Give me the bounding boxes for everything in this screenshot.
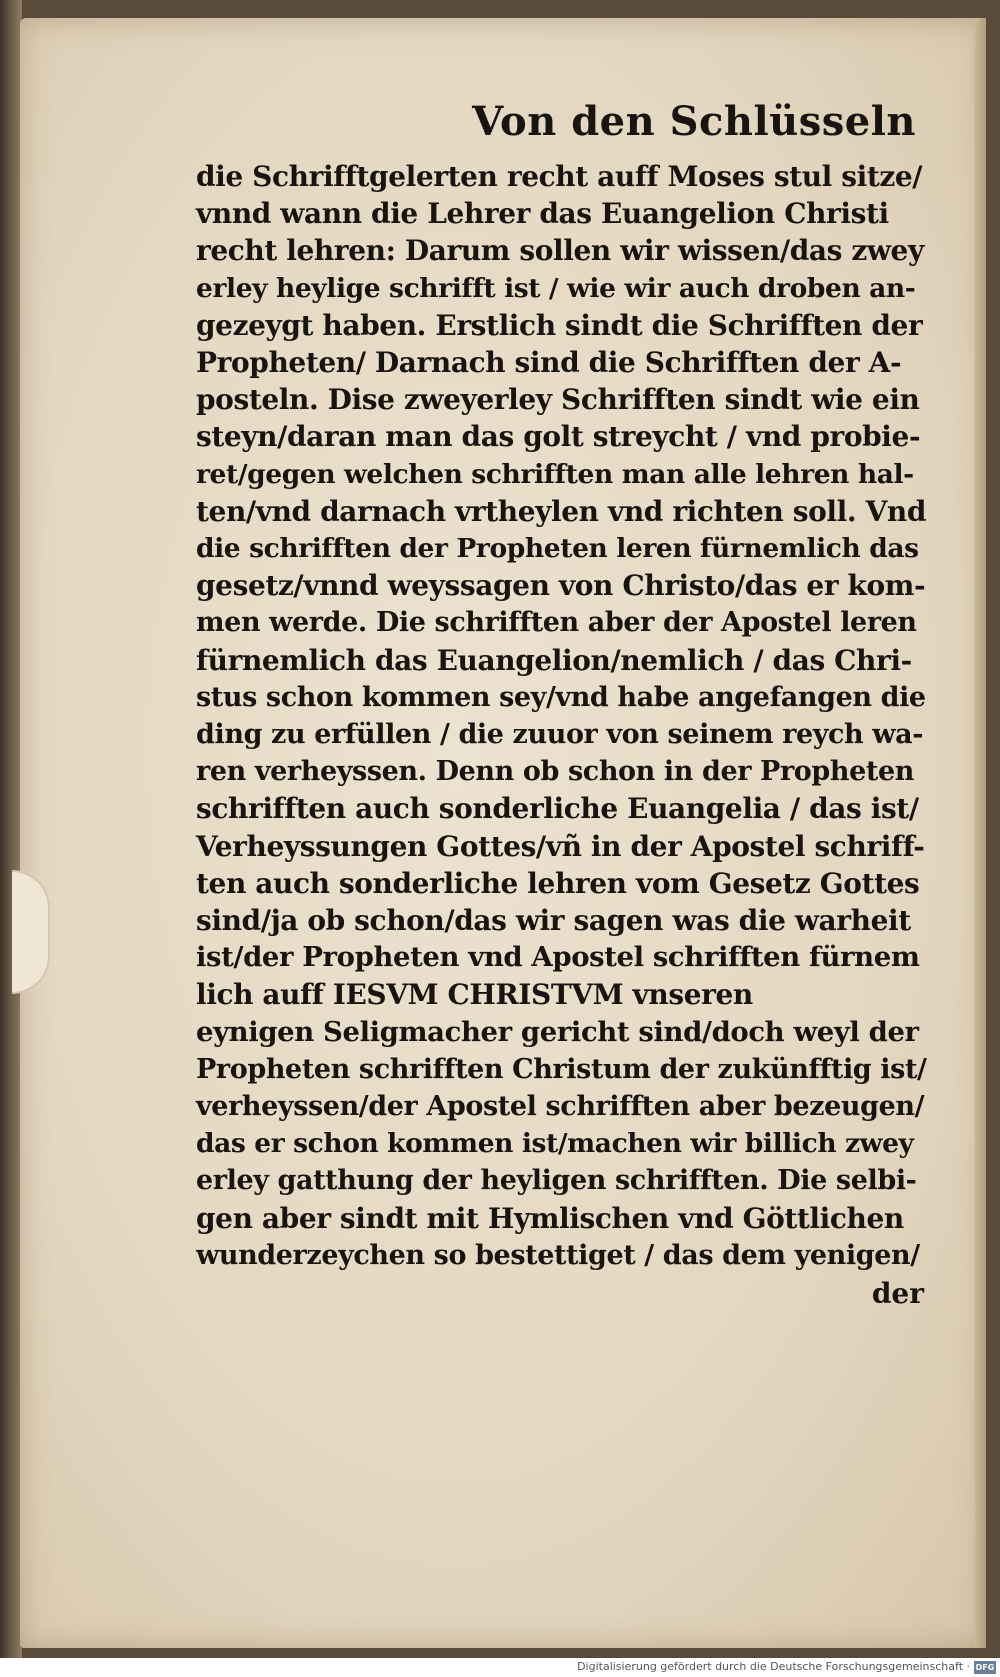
text-line: die Schrifftgelerten recht auff Moses stul sitze/ [196, 160, 923, 193]
page-edge-right [974, 18, 986, 1648]
text-line: ten/vnd darnach vrtheylen vnd richten soll. Vnd [196, 494, 927, 528]
text-lines [196, 158, 926, 1274]
text-line: recht lehren: Darum sollen wir wissen/das zwey [196, 234, 924, 268]
text-line: ret/gegen welchen schrifften man alle lehren hal- [196, 458, 914, 490]
text-line: schrifften auch sonderliche Euangelia / das ist/ [196, 792, 919, 826]
text-line: eynigen Seligmacher gericht sind/doch weyl der [196, 1015, 919, 1048]
text-line: ten auch sonderliche lehren vom Gesetz Gottes [196, 866, 920, 900]
text-line: sind/ja ob schon/das wir sagen was die warheit [196, 904, 911, 938]
text-line: wunderzeychen so bestettiget / das dem yenigen/ [196, 1239, 920, 1271]
text-line: men werde. Die schrifften aber der Apostel leren [196, 607, 917, 639]
footer-credit: Digitalisierung gefördert durch die Deutsche Forschungsgemeinschaft · [577, 1660, 970, 1673]
text-line: gen aber sindt mit Hymlischen vnd Göttlichen [196, 1201, 904, 1235]
text-line: vnnd wann die Lehrer das Euangelion Christi [196, 197, 889, 231]
text-line: stus schon kommen sey/vnd habe angefangen die [196, 681, 926, 713]
text-line: verheyssen/der Apostel schrifften aber bezeugen/ [196, 1091, 925, 1123]
catchword: der [871, 1277, 924, 1311]
dfg-logo-icon: DFG [975, 1663, 995, 1672]
running-head: Von den Schlüsseln [472, 98, 916, 145]
footer-bar [0, 1658, 1000, 1677]
text-line: steyn/daran man das golt streycht / vnd probie- [196, 420, 921, 454]
text-line: lich auff IESVM CHRISTVM vnseren [196, 978, 753, 1012]
text-line: gesetz/vnnd weyssagen von Christo/das er kom- [196, 569, 926, 603]
text-line: ist/der Propheten vnd Apostel schrifften fürnem [196, 941, 920, 974]
text-line: gezeygt haben. Erstlich sindt die Schrifften der [196, 308, 923, 342]
text-line: Verheyssungen Gottes/vñ in der Apostel schriff- [196, 829, 925, 863]
page-tab-marker [12, 870, 50, 994]
text-line: posteln. Dise zweyerley Schrifften sindt wie ein [196, 383, 920, 417]
text-line: Propheten/ Darnach sind die Schrifften der A- [196, 346, 902, 380]
text-line: fürnemlich das Euangelion/nemlich / das Chri- [196, 643, 912, 677]
text-line: die schrifften der Propheten leren fürnemlich das [196, 533, 919, 565]
text-line: erley heylige schrifft ist / wie wir auch droben an- [196, 272, 916, 304]
text-line: erley gatthung der heyligen schrifften. Die selbi- [196, 1165, 917, 1197]
text-line: ding zu erfüllen / die zuuor von seinem reych wa- [196, 719, 924, 751]
text-line: ren verheyssen. Denn ob schon in der Propheten [196, 756, 914, 788]
text-line: Propheten schrifften Christum der zukünfftig ist/ [196, 1053, 927, 1085]
book-edge-left [0, 0, 22, 1658]
text-line: das er schon kommen ist/machen wir billich zwey [196, 1128, 914, 1160]
text-block [196, 92, 926, 1314]
